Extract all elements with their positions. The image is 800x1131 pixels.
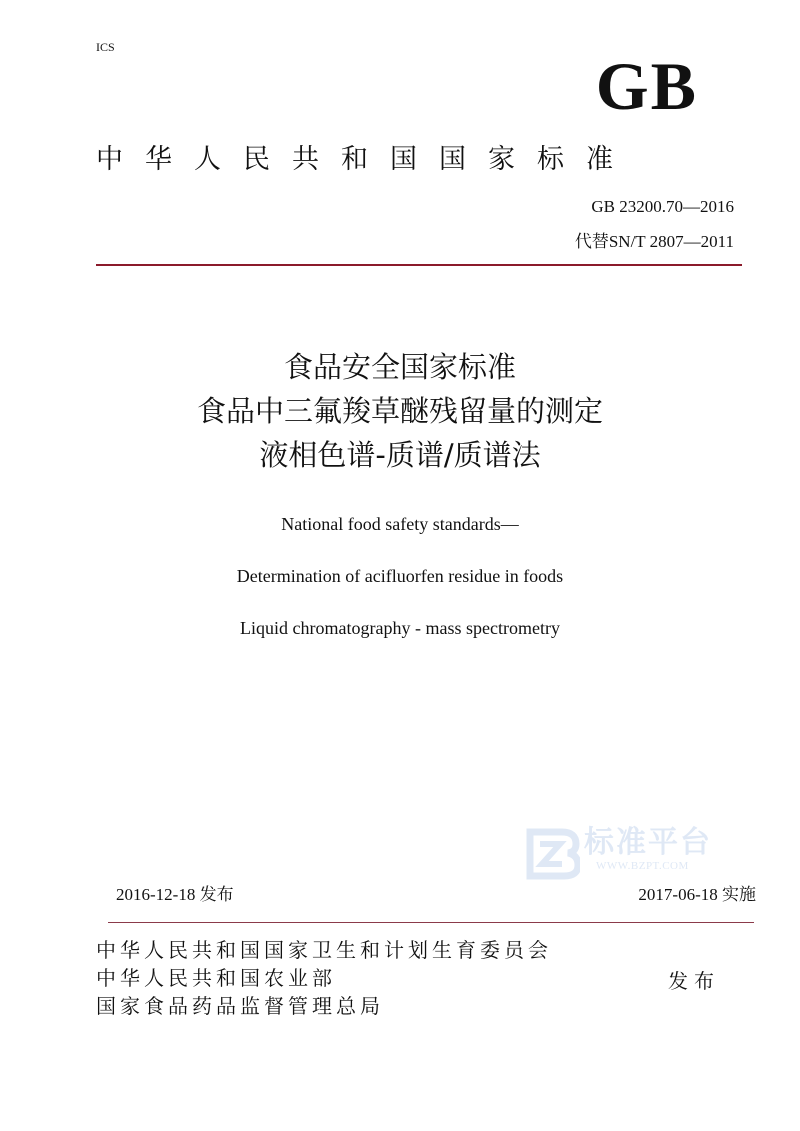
- issuer-line: 中华人民共和国国家卫生和计划生育委员会: [96, 938, 552, 962]
- watermark-text: 标准平台: [584, 825, 712, 860]
- footer-divider: [108, 922, 754, 923]
- issuer-line: 中华人民共和国农业部: [96, 966, 336, 990]
- implementation-date: 2017-06-18 实施: [638, 885, 756, 904]
- ics-label: ICS: [96, 40, 115, 54]
- watermark: [526, 826, 712, 880]
- english-title: [0, 512, 800, 668]
- issue-label: 发布: [668, 969, 720, 993]
- issue-date: 2016-12-18 发布: [116, 885, 234, 904]
- english-title-line: Liquid chromatography - mass spectrometry: [240, 618, 560, 638]
- gb-logo: GB: [595, 48, 698, 124]
- national-standard-title: 中华人民共和国国家标准: [96, 144, 635, 175]
- title-line: 液相色谱-质谱/质谱法: [259, 438, 541, 472]
- replaces-standard: 代替SN/T 2807—2011: [574, 232, 734, 251]
- bzpt-logo-icon: [526, 826, 580, 880]
- chinese-title: [0, 345, 800, 477]
- issuer-line: 国家食品药品监督管理总局: [96, 994, 384, 1018]
- title-line: 食品中三氟羧草醚残留量的测定: [196, 394, 603, 428]
- watermark-url: WWW.BZPT.COM: [596, 860, 689, 872]
- english-title-line: Determination of acifluorfen residue in foods: [236, 566, 564, 586]
- issuing-authorities: [96, 936, 552, 1020]
- title-line: 食品安全国家标准: [283, 350, 516, 384]
- standard-number: GB 23200.70—2016: [591, 197, 734, 216]
- english-title-line: National food safety standards—: [281, 514, 519, 534]
- header-divider: [96, 264, 742, 266]
